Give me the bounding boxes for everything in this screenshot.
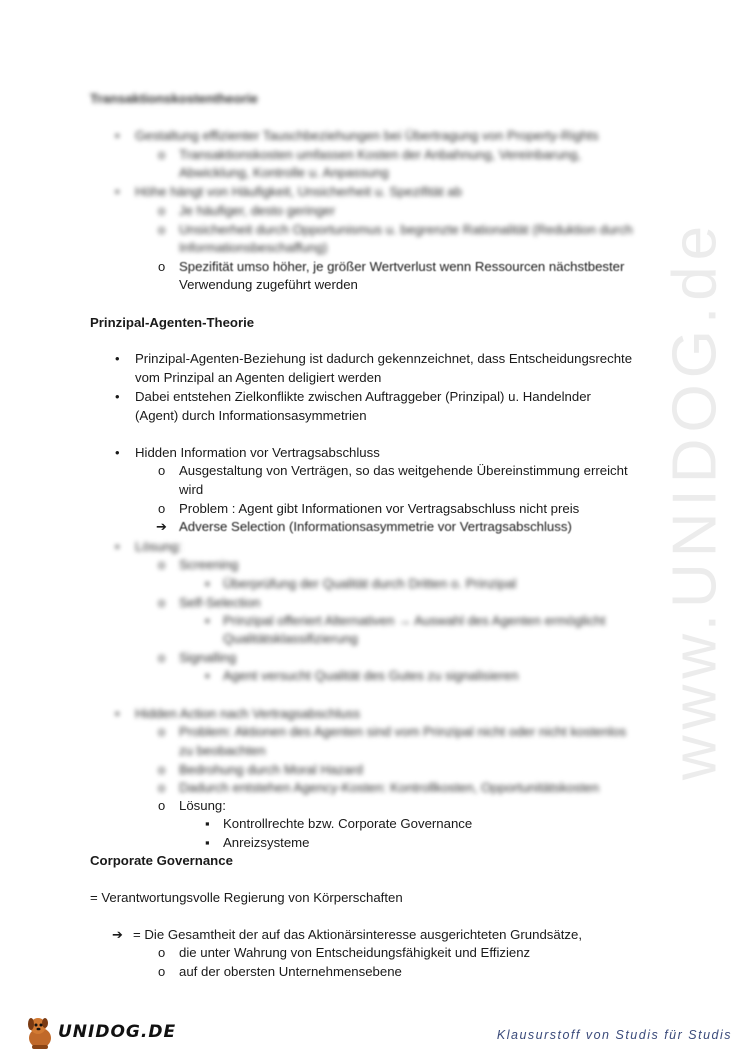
square-bullet-icon: ▪	[205, 668, 210, 683]
square-bullet-icon: ▪	[205, 835, 210, 850]
sub-bullet-icon: o	[158, 724, 166, 739]
footer-tagline: Klausurstoff von Studis für Studis	[496, 1028, 732, 1042]
square-bullet-icon: ▪	[205, 816, 210, 831]
list-item: Problem: Aktionen des Agenten sind vom Prinzipal nicht oder nicht kostenlos	[179, 724, 627, 739]
list-item: Ausgestaltung von Verträgen, so das weitgehende Übereinstimmung erreicht	[179, 463, 628, 478]
list-item: Signalling	[179, 650, 237, 665]
square-bullet-icon: ▪	[205, 613, 210, 628]
watermark: www.UNIDOG.de	[660, 219, 730, 781]
list-item: Spezifität umso höher, je größer Wertverlust wenn Ressourcen nächstbester	[179, 259, 625, 274]
list-item: Self-Selection	[179, 595, 261, 610]
list-item: Hidden Information vor Vertragsabschluss	[135, 445, 380, 460]
list-item: Verwendung zugeführt werden	[179, 277, 358, 292]
sub-bullet-icon: o	[158, 650, 166, 665]
list-item: Abwicklung, Kontrolle u. Anpassung	[179, 165, 389, 180]
dog-mascot-icon	[20, 1012, 60, 1052]
definition-text: = Verantwortungsvolle Regierung von Körperschaften	[90, 890, 403, 905]
list-item: Screening	[179, 557, 239, 572]
list-item: Problem : Agent gibt Informationen vor Vertragsabschluss nicht preis	[179, 501, 580, 516]
arrow-icon: ➔	[112, 927, 123, 942]
list-item: Agent versucht Qualität des Gutes zu signalisieren	[223, 668, 519, 683]
list-item: Prinzipal offeriert Alternativen → Auswahl des Agenten ermöglicht	[223, 613, 606, 628]
sub-bullet-icon: o	[158, 798, 166, 813]
logo-text: UNIDOG.DE	[58, 1022, 177, 1042]
list-item: Adverse Selection (Informationsasymmetrie vor Vertragsabschluss)	[179, 519, 572, 534]
list-item: Überprüfung der Qualität durch Dritten o. Prinzipal	[223, 576, 517, 591]
bullet-icon: •	[115, 351, 120, 366]
sub-bullet-icon: o	[158, 203, 166, 218]
sub-bullet-icon: o	[158, 259, 166, 274]
list-item: Informationsbeschaffung)	[179, 240, 328, 255]
list-item: auf der obersten Unternehmensebene	[179, 964, 402, 979]
list-item: Lösung:	[135, 539, 182, 554]
bullet-icon: •	[115, 539, 120, 554]
square-bullet-icon: ▪	[205, 576, 210, 591]
section-heading-cg: Corporate Governance	[90, 853, 233, 868]
list-item: Transaktionskosten umfassen Kosten der Anbahnung, Vereinbarung,	[179, 147, 581, 162]
list-item: die unter Wahrung von Entscheidungsfähigkeit und Effizienz	[179, 945, 531, 960]
sub-bullet-icon: o	[158, 595, 166, 610]
list-item: Unsicherheit durch Opportunismus u. begrenzte Rationalität (Reduktion durch	[179, 222, 633, 237]
list-item: Prinzipal-Agenten-Beziehung ist dadurch gekennzeichnet, dass Entscheidungsrechte	[135, 351, 633, 366]
bullet-icon: •	[115, 128, 120, 143]
list-item: Kontrollrechte bzw. Corporate Governance	[223, 816, 473, 831]
sub-bullet-icon: o	[158, 501, 166, 516]
bullet-icon: •	[115, 706, 120, 721]
list-item: Qualitätsklassifizierung	[223, 631, 358, 646]
sub-bullet-icon: o	[158, 147, 166, 162]
sub-bullet-icon: o	[158, 762, 166, 777]
list-item: Gestaltung effizienter Tauschbeziehungen bei Übertragung von Property-Rights	[135, 128, 599, 143]
sub-bullet-icon: o	[158, 463, 166, 478]
list-item: = Die Gesamtheit der auf das Aktionärsinteresse ausgerichteten Grundsätze,	[133, 927, 582, 942]
list-item: Höhe hängt von Häufigkeit, Unsicherheit u. Spezifität ab	[135, 184, 462, 199]
arrow-icon: ➔	[156, 519, 167, 534]
sub-bullet-icon: o	[158, 222, 166, 237]
sub-bullet-icon: o	[158, 964, 166, 979]
bullet-icon: •	[115, 389, 120, 404]
section-heading-pat: Prinzipal-Agenten-Theorie	[90, 315, 255, 330]
list-item: Dadurch entstehen Agency-Kosten: Kontrollkosten, Opportunitätskosten	[179, 780, 600, 795]
list-item: vom Prinzipal an Agenten deligiert werden	[135, 370, 382, 385]
list-item: Je häufiger, desto geringer	[179, 203, 336, 218]
list-item: (Agent) durch Informationsasymmetrien	[135, 408, 367, 423]
section-heading-tkt: Transaktionskostentheorie	[90, 91, 258, 106]
list-item: Dabei entstehen Zielkonflikte zwischen Auftraggeber (Prinzipal) u. Handelnder	[135, 389, 591, 404]
list-item: Hidden Action nach Vertragsabschluss	[135, 706, 361, 721]
unidog-logo[interactable]	[20, 1012, 190, 1052]
sub-bullet-icon: o	[158, 945, 166, 960]
list-item: Lösung:	[179, 798, 226, 813]
list-item: Anreizsysteme	[223, 835, 310, 850]
sub-bullet-icon: o	[158, 557, 166, 572]
sub-bullet-icon: o	[158, 780, 166, 795]
bullet-icon: •	[115, 445, 120, 460]
list-item: wird	[179, 482, 204, 497]
list-item: Bedrohung durch Moral Hazard	[179, 762, 363, 777]
bullet-icon: •	[115, 184, 120, 199]
list-item: zu beobachten	[179, 743, 266, 758]
